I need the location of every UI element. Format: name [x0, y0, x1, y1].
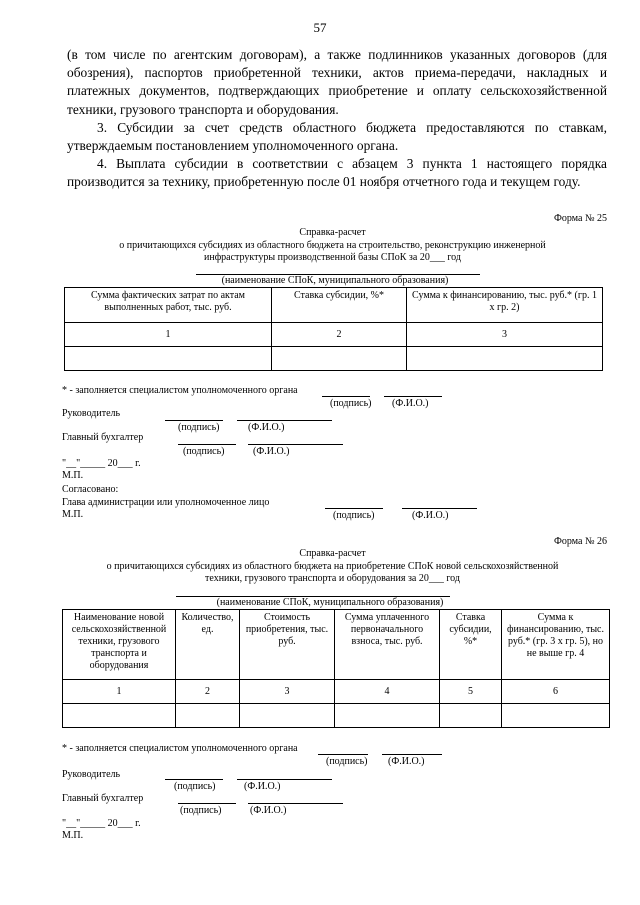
empty-cell [407, 347, 603, 371]
header-cell: Стоимость приобретения, тыс. руб. [240, 610, 335, 680]
form25-agreed-who: Глава администрации или уполномоченное лицо [62, 497, 270, 508]
acc26-sign-line [178, 803, 236, 804]
empty-cell [176, 704, 240, 728]
table-header-row [65, 288, 603, 323]
page-number: 57 [313, 20, 327, 35]
form25-note: * - заполняется специалистом уполномоченного органа [62, 385, 298, 396]
form26-head-label: Руководитель [62, 769, 121, 780]
empty-cell [502, 704, 610, 728]
empty-cell [240, 704, 335, 728]
empty-cell [335, 704, 440, 728]
number-cell: 3 [240, 680, 335, 704]
acc26-name-caption: (Ф.И.О.) [250, 805, 287, 816]
head26-name-caption: (Ф.И.О.) [244, 781, 281, 792]
note-sign-line [322, 396, 370, 397]
form26-label: Форма № 26 [554, 536, 607, 547]
form25-title-line1: Справка-расчет [299, 227, 366, 238]
header-cell: Сумма к финансированию, тыс. руб.* (гр. 3 х гр. 5), но не выше гр. 4 [502, 610, 610, 680]
number-cell: 6 [502, 680, 610, 704]
form26-table [62, 609, 610, 728]
acc26-name-line [248, 803, 343, 804]
note26-name-caption: (Ф.И.О.) [388, 756, 425, 767]
form26-title-line1: Справка-расчет [299, 548, 366, 559]
note26-sign-caption: (подпись) [326, 756, 368, 767]
form25-mp: М.П. [62, 470, 84, 481]
number-cell: 4 [335, 680, 440, 704]
note-sign-caption: (подпись) [330, 398, 372, 409]
form25-table [64, 287, 603, 371]
form25-org-caption: (наименование СПоК, муниципального образования) [221, 275, 449, 286]
form26-title-line2: о причитающихся субсидиях из областного бюджета на приобретение СПоК новой сельскохозяйственной [106, 560, 559, 572]
table-header-row [63, 610, 610, 680]
head-sign-caption: (подпись) [178, 422, 220, 433]
header-cell: Ставка субсидии, %* [272, 288, 407, 323]
form25-title [60, 227, 605, 265]
form25-accountant-label: Главный бухгалтер [62, 432, 144, 443]
number-cell: 2 [176, 680, 240, 704]
note-name-caption: (Ф.И.О.) [392, 398, 429, 409]
agreed-name-caption: (Ф.И.О.) [412, 510, 449, 521]
head26-name-line [237, 779, 332, 780]
number-cell: 1 [63, 680, 176, 704]
form25-date: "__"_____ 20___ г. [62, 458, 141, 469]
number-cell: 5 [440, 680, 502, 704]
header-cell: Наименование новой сельскохозяйственной техники, грузового транспорта и оборудования [63, 610, 176, 680]
form25-label: Форма № 25 [554, 213, 607, 224]
table-number-row [65, 323, 603, 347]
number-cell: 2 [272, 323, 407, 347]
table-row [65, 347, 603, 371]
form25-title-line3: инфраструктуры производственной базы СПоК за 20___ год [204, 252, 461, 263]
header-cell: Сумма фактических затрат по актам выполненных работ, тыс. руб. [65, 288, 272, 323]
form26-title-line3: техники, грузового транспорта и оборудования за 20___ год [205, 573, 460, 584]
note-name-line [384, 396, 442, 397]
empty-cell [65, 347, 272, 371]
agreed-sign-line [325, 508, 383, 509]
form25-mp2: М.П. [62, 509, 84, 520]
paragraph-1: (в том числе по агентским договорам), а также подлинников указанных договоров (для обозрения), паспортов приобретенной техники, актов приема-передачи, накладных и платежных документов, подтверждающих приобретение и оплату сельскохозяйственной техники, грузового транспорта и оборудования. [67, 47, 607, 117]
header-cell: Количество, ед. [176, 610, 240, 680]
acc26-sign-caption: (подпись) [180, 805, 222, 816]
head-name-caption: (Ф.И.О.) [248, 422, 285, 433]
agreed-sign-caption: (подпись) [333, 510, 375, 521]
form25-head-label: Руководитель [62, 408, 121, 419]
agreed-name-line [402, 508, 477, 509]
form26-mp: М.П. [62, 830, 84, 841]
header-cell: Сумма уплаченного первоначального взноса, тыс. руб. [335, 610, 440, 680]
note26-name-line [382, 754, 442, 755]
form26-org-caption: (наименование СПоК, муниципального образования) [216, 597, 444, 608]
form25-title-line2: о причитающихся субсидиях из областного бюджета на строительство, реконструкцию инженерной [119, 239, 546, 251]
table-number-row [63, 680, 610, 704]
form26-accountant-label: Главный бухгалтер [62, 793, 144, 804]
head26-sign-line [165, 779, 223, 780]
head-name-line [237, 420, 332, 421]
empty-cell [440, 704, 502, 728]
acc-sign-caption: (подпись) [183, 446, 225, 457]
note26-sign-line [318, 754, 368, 755]
form26-title [60, 548, 605, 586]
header-cell: Сумма к финансированию, тыс. руб.* (гр. 1 х гр. 2) [407, 288, 603, 323]
table-row [63, 704, 610, 728]
number-cell: 1 [65, 323, 272, 347]
form26-note: * - заполняется специалистом уполномоченного органа [62, 743, 298, 754]
header-cell: Ставка субсидии, %* [440, 610, 502, 680]
form25-agreed: Согласовано: [62, 484, 119, 495]
head-sign-line [165, 420, 223, 421]
number-cell: 3 [407, 323, 603, 347]
paragraph-3: 4. Выплата субсидии в соответствии с абзацем 3 пункта 1 настоящего порядка производится за технику, приобретенную после 01 ноября отчетного года и текущем году. [67, 156, 607, 190]
body-text [67, 46, 607, 192]
acc-sign-line [178, 444, 236, 445]
paragraph-2: 3. Субсидии за счет средств областного бюджета предоставляются по ставкам, утверждаемым постановлением уполномоченного органа. [67, 119, 607, 154]
form26-date: "__"_____ 20___ г. [62, 818, 141, 829]
acc-name-line [248, 444, 343, 445]
acc-name-caption: (Ф.И.О.) [253, 446, 290, 457]
empty-cell [63, 704, 176, 728]
head26-sign-caption: (подпись) [174, 781, 216, 792]
empty-cell [272, 347, 407, 371]
